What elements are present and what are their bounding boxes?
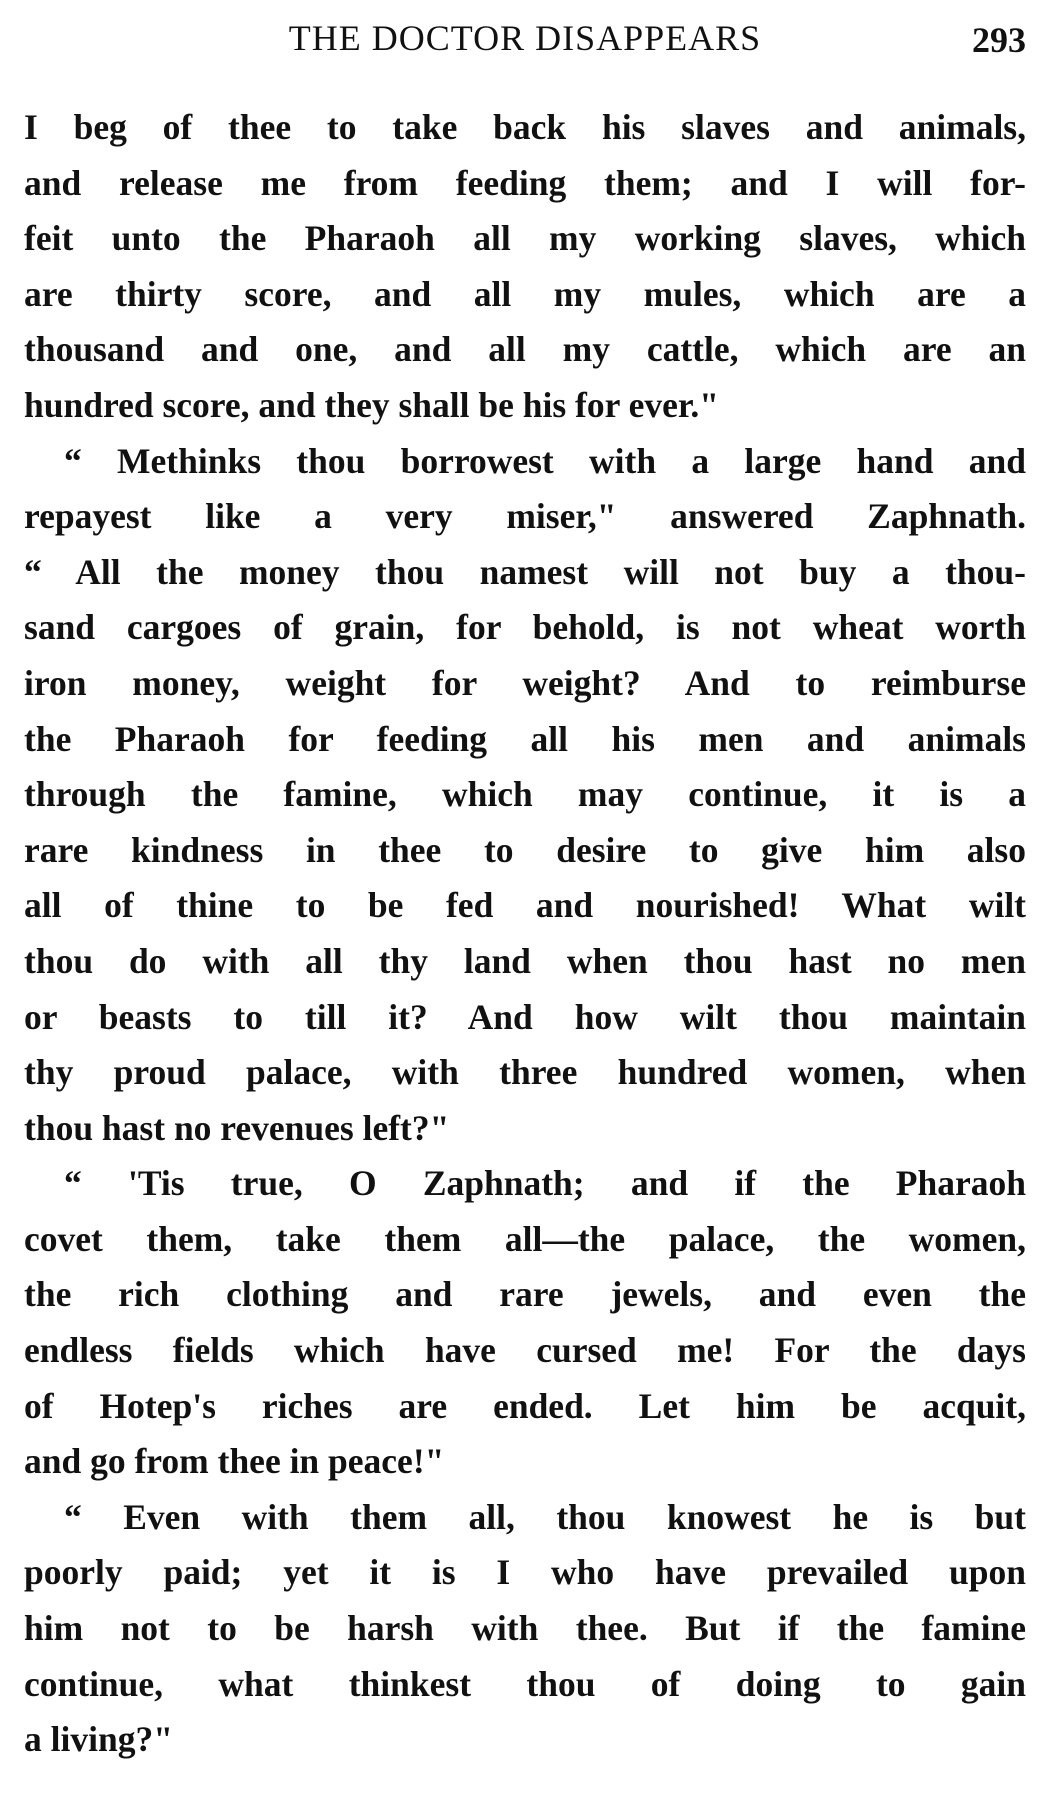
text-line: thou do with all thy land when thou hast no men	[24, 940, 1026, 981]
text-line: repayest like a very miser," answered Zaphnath.	[24, 496, 1026, 537]
running-title: THE DOCTOR DISAPPEARS	[288, 18, 762, 58]
text-line: are thirty score, and all my mules, which are a	[24, 273, 1026, 314]
text-line: hundred score, and they shall be his for ever."	[24, 384, 719, 425]
text-line: endless fields which have cursed me! For the days	[24, 1330, 1026, 1371]
text-line: poorly paid; yet it is I who have prevailed upon	[24, 1552, 1026, 1593]
text-line: rare kindness in thee to desire to give him also	[24, 829, 1026, 870]
text-line: feit unto the Pharaoh all my working slaves, which	[24, 218, 1026, 259]
text-line: all of thine to be fed and nourished! What wilt	[24, 885, 1026, 926]
text-line: I beg of thee to take back his slaves and animals,	[24, 107, 1026, 147]
page-header	[24, 14, 1026, 62]
text-line: of Hotep's riches are ended. Let him be acquit,	[24, 1385, 1026, 1426]
text-line: and release me from feeding them; and I will for-	[24, 162, 1026, 203]
text-line: the rich clothing and rare jewels, and even the	[24, 1274, 1026, 1315]
text-line: sand cargoes of grain, for behold, is not wheat worth	[24, 607, 1026, 648]
body-text	[24, 100, 1026, 1768]
text-line: and go from thee in peace!"	[24, 1441, 445, 1482]
text-line: iron money, weight for weight? And to reimburse	[24, 662, 1026, 703]
text-line: continue, what thinkest thou of doing to gain	[24, 1663, 1026, 1704]
text-line: or beasts to till it? And how wilt thou maintain	[24, 996, 1026, 1037]
page-number: 293	[972, 20, 1026, 60]
text-line: “ Even with them all, thou knowest he is but	[64, 1496, 1026, 1537]
text-line: him not to be harsh with thee. But if the famine	[24, 1608, 1026, 1649]
text-line: through the famine, which may continue, it is a	[24, 774, 1026, 815]
text-line: a living?"	[24, 1719, 173, 1760]
text-line: the Pharaoh for feeding all his men and animals	[24, 718, 1026, 759]
text-line: “ Methinks thou borrowest with a large hand and	[64, 440, 1026, 481]
text-line: covet them, take them all—the palace, the women,	[24, 1218, 1026, 1259]
text-line: thou hast no revenues left?"	[24, 1107, 450, 1148]
text-line: “ 'Tis true, O Zaphnath; and if the Pharaoh	[64, 1163, 1026, 1204]
text-line: thousand and one, and all my cattle, which are an	[24, 329, 1026, 370]
text-line: thy proud palace, with three hundred women, when	[24, 1052, 1026, 1093]
text-line: “ All the money thou namest will not buy a thou-	[24, 551, 1026, 592]
